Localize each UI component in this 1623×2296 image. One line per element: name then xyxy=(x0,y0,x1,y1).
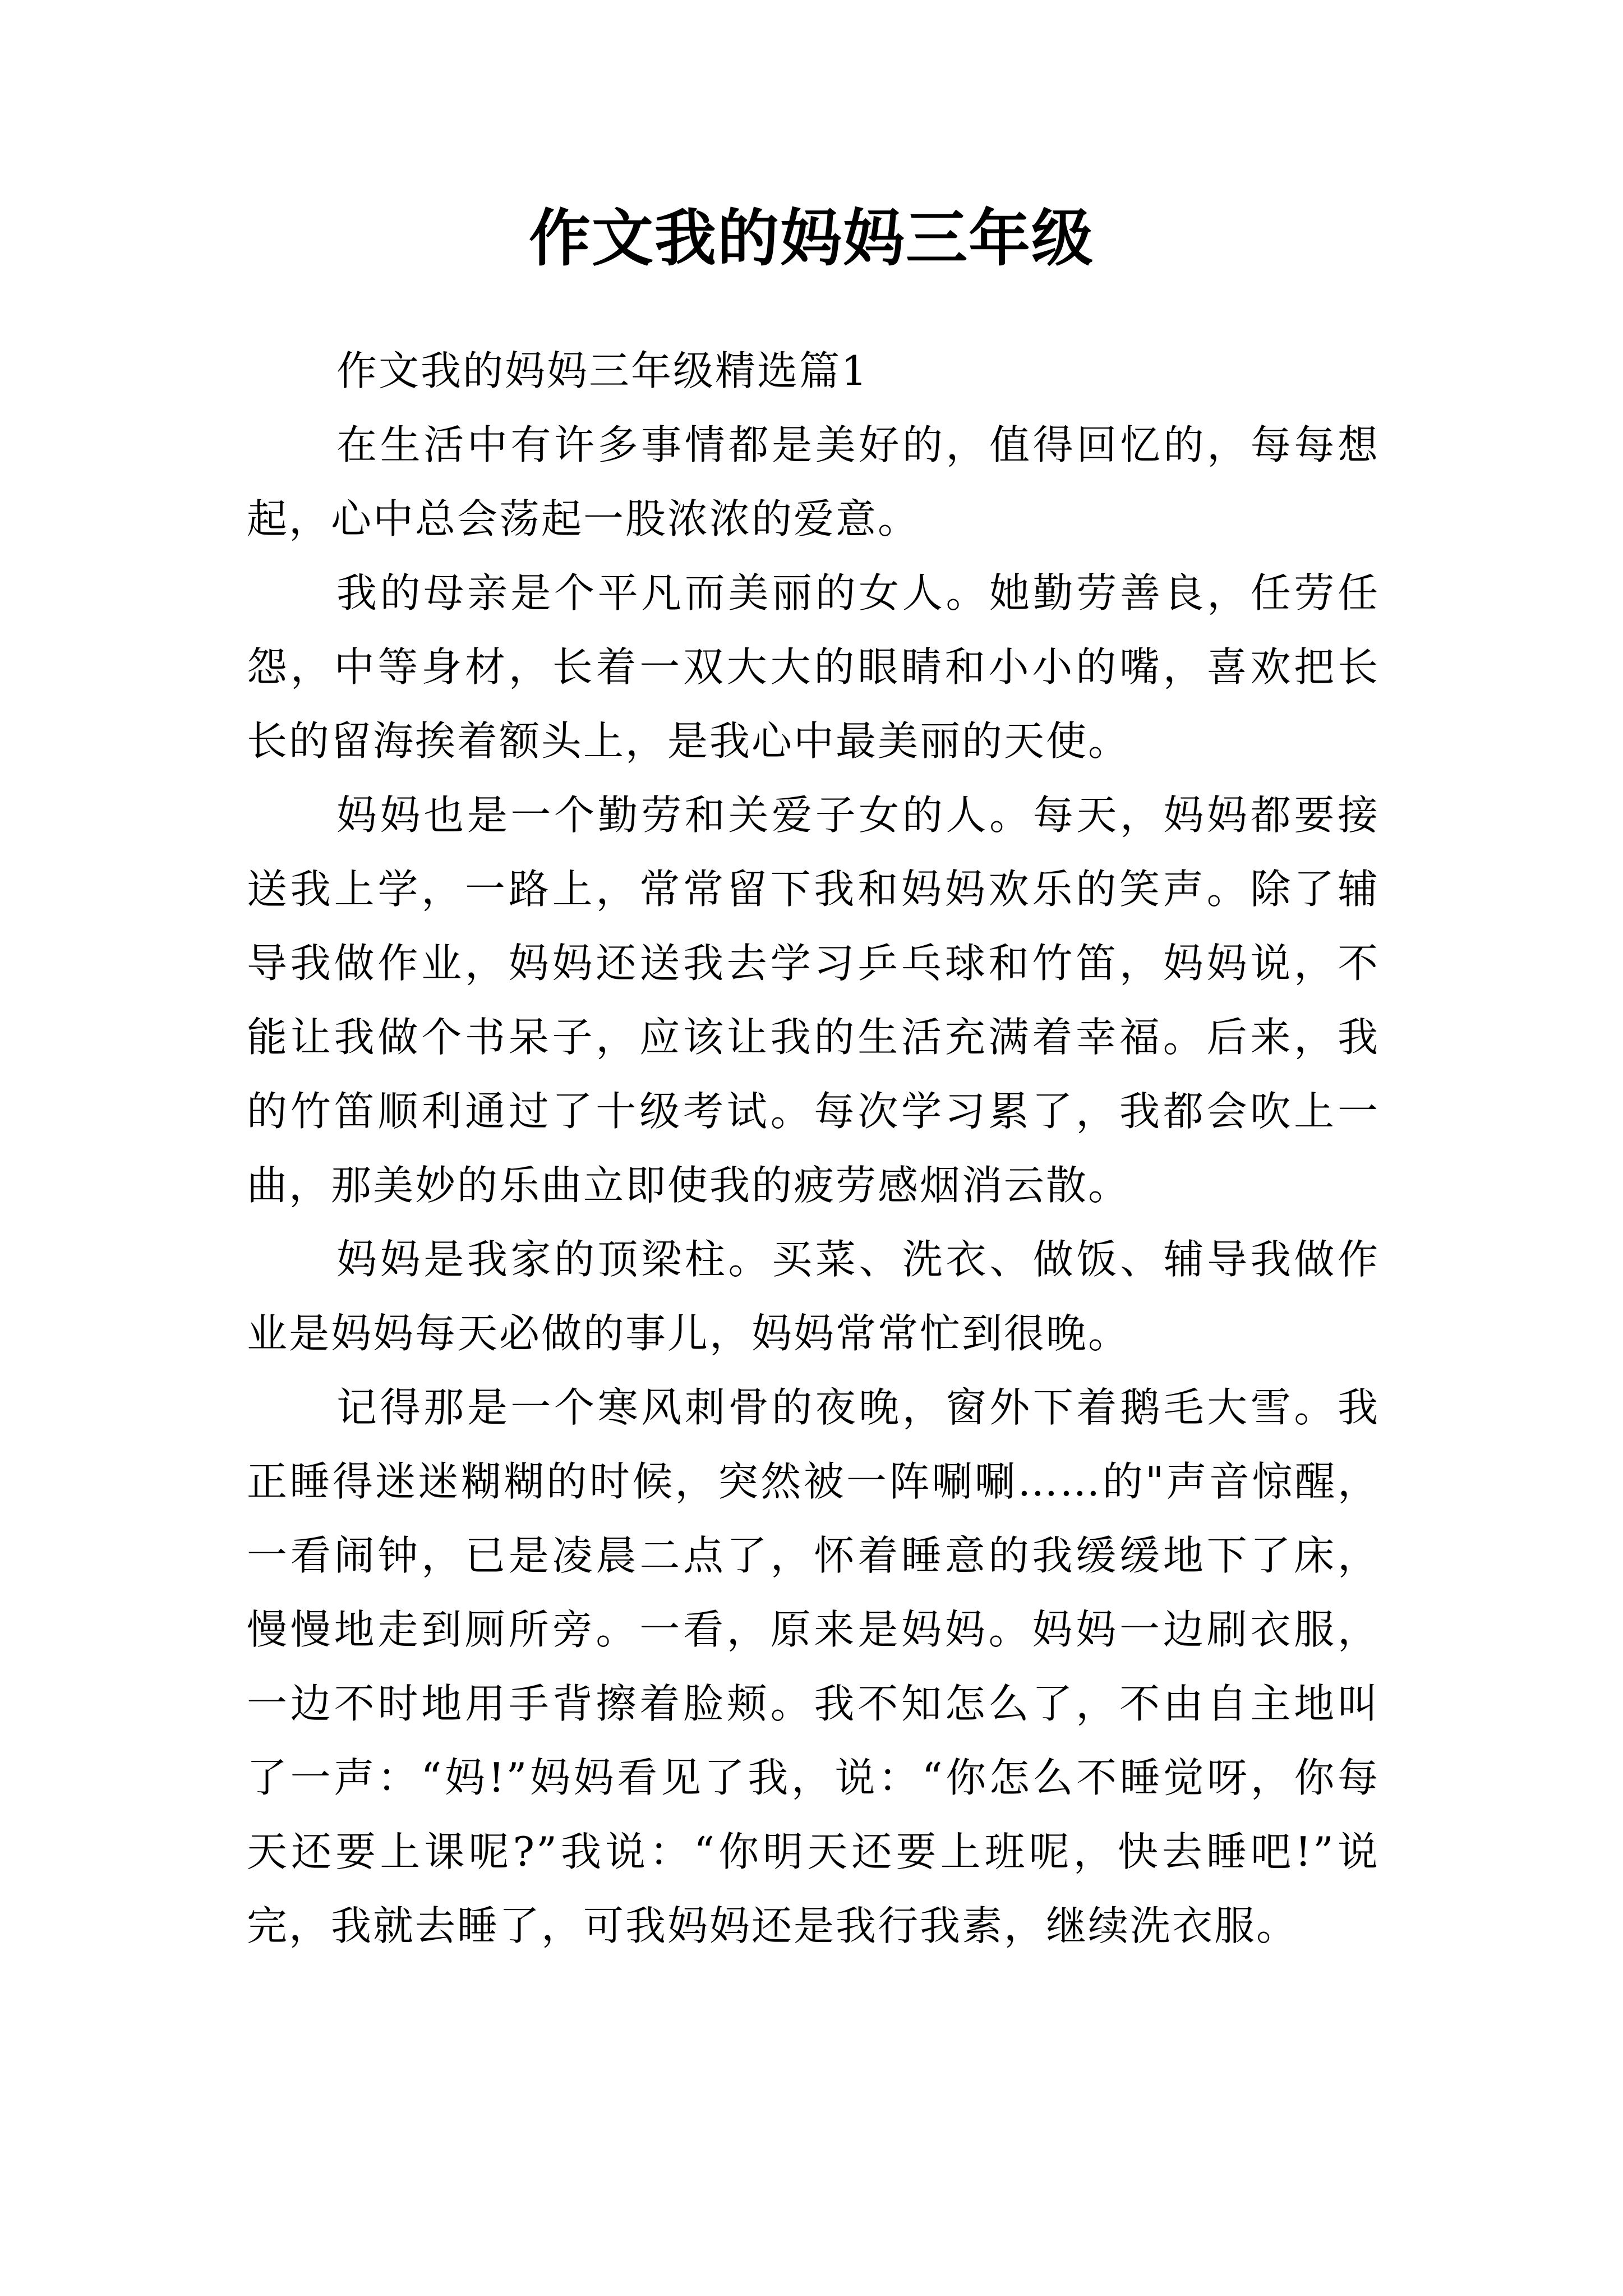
document-body xyxy=(247,334,1380,1963)
paragraph-1: 在生活中有许多事情都是美好的，值得回忆的，每每想起，心中总会荡起一股浓浓的爱意。 xyxy=(247,421,1380,542)
paragraph-2: 我的母亲是个平凡而美丽的女人。她勤劳善良，任劳任怨，中等身材，长着一双大大的眼睛和小小的嘴，喜欢把长长的留海挨着额头上，是我心中最美丽的天使。 xyxy=(247,569,1380,765)
paragraph-4: 妈妈是我家的顶梁柱。买菜、洗衣、做饭、辅导我做作业是妈妈每天必做的事儿，妈妈常常忙到很晚。 xyxy=(247,1236,1380,1357)
section-heading: 作文我的妈妈三年级精选篇1 xyxy=(336,347,869,394)
paragraph-5: 记得那是一个寒风刺骨的夜晚，窗外下着鹅毛大雪。我正睡得迷迷糊糊的时候，突然被一阵唰唰……的"声音惊醒，一看闹钟，已是凌晨二点了，怀着睡意的我缓缓地下了床，慢慢地走到厕所旁。一看，原来是妈妈。妈妈一边刷衣服，一边不时地用手背擦着脸颊。我不知怎么了，不由自主地叫了一声：“妈!”妈妈看见了我，说：“你怎么不睡觉呀，你每天还要上课呢?”我说：“你明天还要上班呢，快去睡吧!”说完，我就去睡了，可我妈妈还是我行我素，继续洗衣服。 xyxy=(247,1384,1380,1949)
document-title: 作文我的妈妈三年级 xyxy=(529,202,1094,274)
paragraph-3: 妈妈也是一个勤劳和关爱子女的人。每天，妈妈都要接送我上学，一路上，常常留下我和妈妈欢乐的笑声。除了辅导我做作业，妈妈还送我去学习乒乓球和竹笛，妈妈说，不能让我做个书呆子，应该让我的生活充满着幸福。后来，我的竹笛顺利通过了十级考试。每次学习累了，我都会吹上一曲，那美妙的乐曲立即使我的疲劳感烟消云散。 xyxy=(247,792,1380,1209)
